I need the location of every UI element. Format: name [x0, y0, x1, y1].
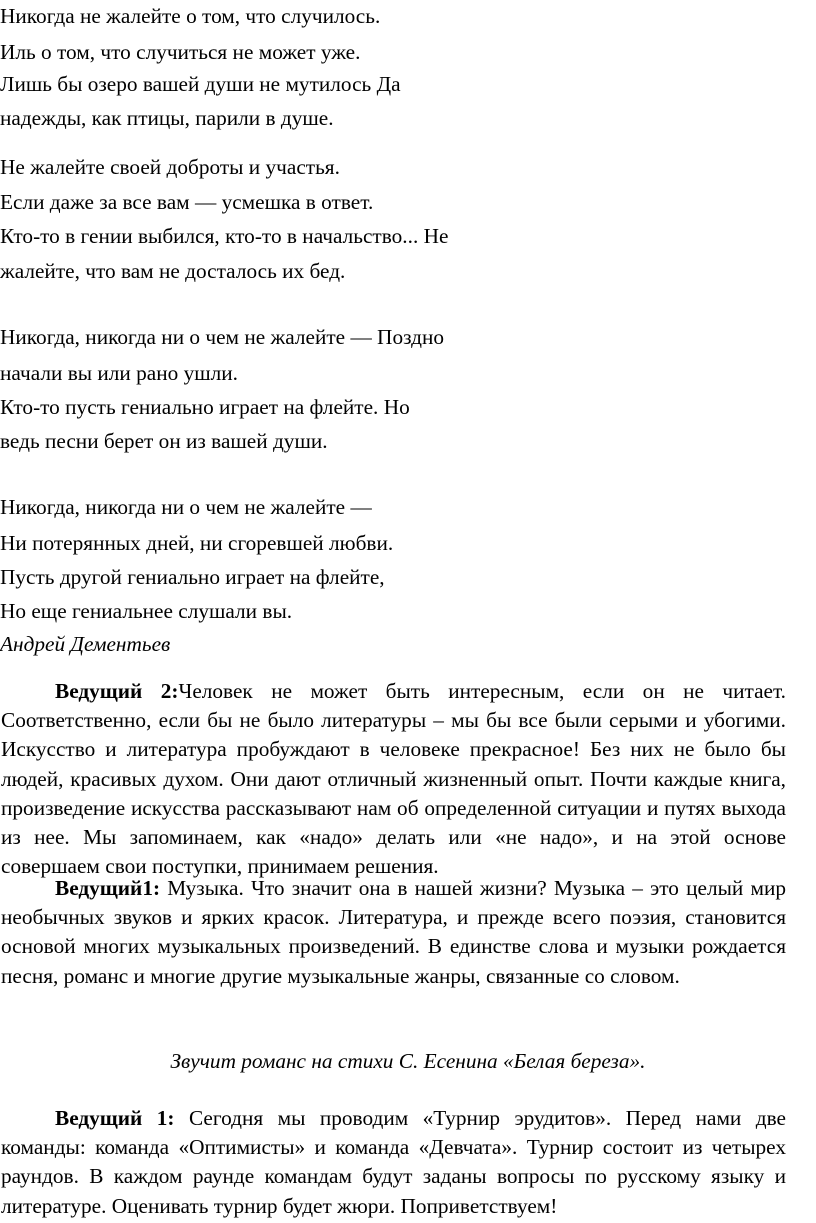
poem-line: Никогда, никогда ни о чем не жалейте —: [0, 495, 372, 519]
speaker-label: Ведущий1:: [55, 876, 161, 900]
poem-author: Андрей Дементьев: [0, 632, 171, 656]
host-paragraph: [1, 677, 786, 881]
poem-line: Не жалейте своей доброты и участья.: [0, 155, 340, 179]
speaker-label: Ведущий 1:: [55, 1106, 175, 1130]
poem-line: Кто-то в гении выбился, кто-то в начальство... Не: [0, 224, 449, 248]
poem-line: Ни потерянных дней, ни сгоревшей любви.: [0, 531, 394, 555]
poem-line: Но еще гениальнее слушали вы.: [0, 599, 293, 623]
poem-line: Пусть другой гениально играет на флейте,: [0, 565, 385, 589]
poem-line: Если даже за все вам — усмешка в ответ.: [0, 190, 374, 214]
poem-line: Иль о том, что случиться не может уже.: [0, 40, 361, 64]
poem-line: Лишь бы озеро вашей души не мутилось Да: [0, 72, 401, 96]
paragraph-text: Человек не может быть интересным, если он не читает. Соответственно, если бы не было литературы – мы бы все были серыми и убогими. Искусство и литература пробуждают в человеке прекрасное! Без них не было бы людей, красивых духом. Они дают отличный жизненный опыт. Почти каждые книга, произведение искусства рассказывают нам об определенной ситуации и путях выхода из нее. Мы запоминаем, как «надо» делать или «не надо», и на этой основе совершаем свои поступки, принимаем решения.: [1, 679, 786, 879]
poem-line: Никогда, никогда ни о чем не жалейте — Поздно: [0, 325, 444, 349]
poem-line: жалейте, что вам не досталось их бед.: [0, 259, 346, 283]
stage-direction: Звучит романс на стихи С. Есенина «Белая береза».: [170, 1049, 646, 1073]
host-paragraph: [1, 1104, 786, 1221]
poem-line: Кто-то пусть гениально играет на флейте. Но: [0, 395, 410, 419]
paragraph-text: Сегодня мы проводим «Турнир эрудитов». Перед нами две команды: команда «Оптимисты» и команда «Девчата». Турнир состоит из четырех раундов. В каждом раунде командам будут заданы вопросы по русскому языку и литературе. Оценивать турнир будет жюри. Поприветствуем!: [1, 1106, 786, 1218]
paragraph-text: Музыка. Что значит она в нашей жизни? Музыка – это целый мир необычных звуков и ярких красок. Литература, и прежде всего поэзия, становится основой многих музыкальных произведений. В единстве слова и музыки рождается песня, романс и многие другие музыкальные жанры, связанные со словом.: [1, 876, 786, 988]
speaker-label: Ведущий 2:: [55, 679, 179, 703]
poem-line: надежды, как птицы, парили в душе.: [0, 106, 334, 130]
poem-line: ведь песни берет он из вашей души.: [0, 429, 328, 453]
poem-line: Никогда не жалейте о том, что случилось.: [0, 4, 381, 28]
poem-line: начали вы или рано ушли.: [0, 361, 238, 385]
host-paragraph: [1, 874, 786, 991]
